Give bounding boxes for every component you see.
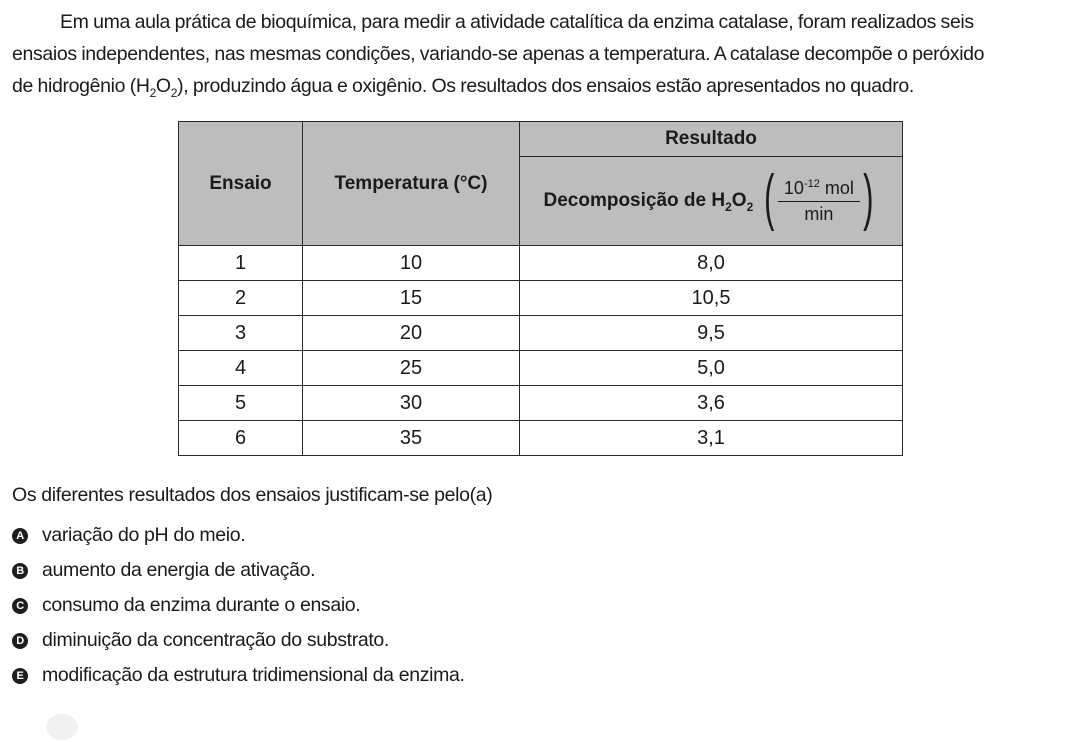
results-table [178, 121, 903, 456]
option-d-text: diminuição da concentração do substrato. [42, 629, 389, 651]
option-e-text: modificação da estrutura tridimensional da enzima. [42, 664, 465, 686]
scan-smudge [46, 714, 78, 740]
cell-ensaio: 1 [179, 246, 303, 281]
option-b-text: aumento da energia de ativação. [42, 559, 316, 581]
option-b[interactable] [12, 553, 465, 588]
option-c-text: consumo da enzima durante o ensaio. [42, 594, 361, 616]
cell-ensaio: 4 [179, 351, 303, 386]
intro-line-2: ensaios independentes, nas mesmas condições, variando-se apenas a temperatura. A catalase decompõe o peróxido [12, 43, 985, 65]
header-temperatura: Temperatura (°C) [303, 122, 520, 246]
cell-decomposicao: 8,0 [520, 246, 903, 281]
decomposicao-label: Decomposição de $H_2O_2$ [543, 190, 754, 214]
cell-ensaio: 6 [179, 421, 303, 456]
option-d[interactable] [12, 623, 465, 658]
intro-line-3: de hidrogênio $(H_2O_2)$, produzindo água e oxigênio. Os resultados dos ensaios estão apresentados no quadro. [12, 75, 914, 100]
table-row [179, 281, 903, 316]
cell-decomposicao: 3,6 [520, 386, 903, 421]
cell-temperatura: 15 [303, 281, 520, 316]
cell-decomposicao: 9,5 [520, 316, 903, 351]
answer-options [12, 518, 465, 693]
option-d-letter-icon: D [12, 633, 28, 649]
table-row [179, 246, 903, 281]
option-e-letter-icon: E [12, 668, 28, 684]
question-stem: Os diferentes resultados dos ensaios justificam-se pelo(a) [12, 484, 493, 506]
cell-decomposicao: 5,0 [520, 351, 903, 386]
table-row [179, 386, 903, 421]
option-c-letter-icon: C [12, 598, 28, 614]
header-ensaio: Ensaio [179, 122, 303, 246]
cell-temperatura: 35 [303, 421, 520, 456]
option-a-letter-icon: A [12, 528, 28, 544]
cell-decomposicao: 10,5 [520, 281, 903, 316]
cell-ensaio: 5 [179, 386, 303, 421]
cell-temperatura: 25 [303, 351, 520, 386]
option-e[interactable] [12, 658, 465, 693]
cell-temperatura: 10 [303, 246, 520, 281]
cell-decomposicao: 3,1 [520, 421, 903, 456]
cell-ensaio: 2 [179, 281, 303, 316]
header-decomposicao [520, 157, 903, 246]
cell-temperatura: 20 [303, 316, 520, 351]
option-c[interactable] [12, 588, 465, 623]
header-resultado: Resultado [520, 122, 903, 157]
option-a[interactable] [12, 518, 465, 553]
table-row [179, 351, 903, 386]
unit-fraction: ( $\frac{10^{-12} mol}{\min}$ ) [764, 163, 874, 232]
table-row [179, 316, 903, 351]
option-b-letter-icon: B [12, 563, 28, 579]
intro-paragraph [12, 6, 1070, 102]
intro-line-1: Em uma aula prática de bioquímica, para medir a atividade catalítica da enzima catalase, foram realizados seis [60, 11, 974, 33]
table-row [179, 421, 903, 456]
option-a-text: variação do pH do meio. [42, 524, 246, 546]
cell-ensaio: 3 [179, 316, 303, 351]
cell-temperatura: 30 [303, 386, 520, 421]
